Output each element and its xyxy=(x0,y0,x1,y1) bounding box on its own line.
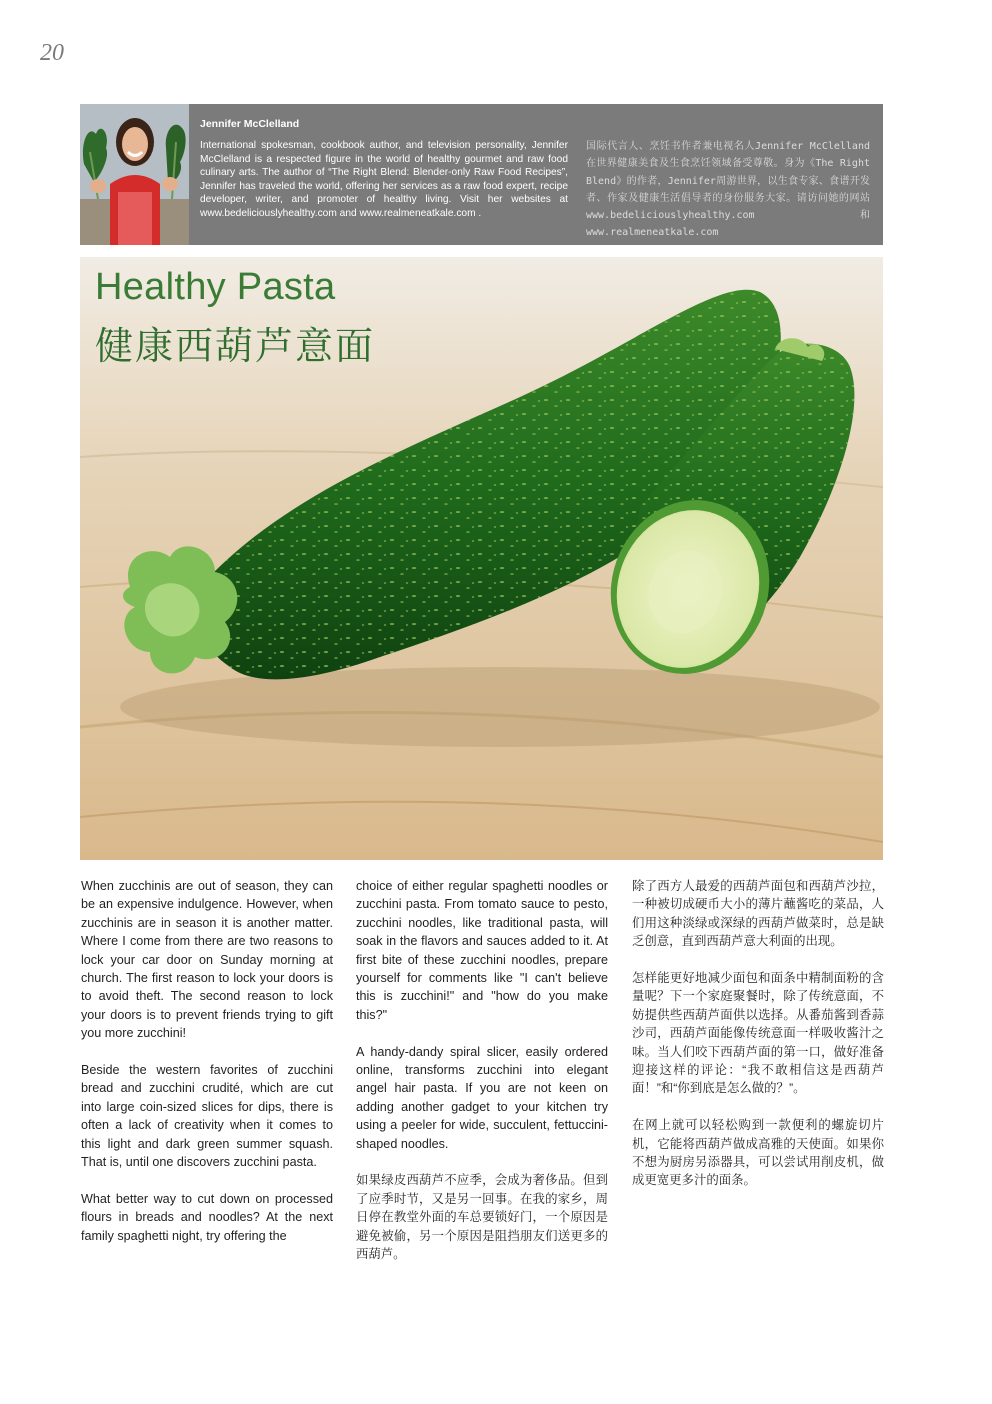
article-column-3 xyxy=(632,877,884,1208)
article-column-2 xyxy=(356,877,608,1282)
page-number: 20 xyxy=(40,40,64,66)
author-bio-english: International spokesman, cookbook author, and television personality, Jennifer McClelland is a respected figure in the world of healthy gourmet and raw food culinary arts. The author of “The Right Blend: Blender-only Raw Food Recipes”, Jennifer has traveled the world, offering her services as a raw food expert, recipe developer, writer, and promoter of healthy living. Visit her websites at www.bedeliciouslyhealthy.com and www.realmeneatkale.com . xyxy=(200,140,568,219)
paragraph-chinese: 除了西方人最爱的西葫芦面包和西葫芦沙拉，一种被切成硬币大小的薄片蘸酱吃的菜品，人们用这种淡绿或深绿的西葫芦做菜时，总是缺乏创意，直到西葫芦意大利面的出现。 xyxy=(632,879,884,949)
title-chinese: 健康西葫芦意面 xyxy=(95,326,376,368)
author-photo xyxy=(80,104,189,245)
author-name: Jennifer McClelland xyxy=(200,118,300,130)
paragraph-chinese: 怎样能更好地减少面包和面条中精制面粉的含量呢？下一个家庭聚餐时，除了传统意面，不妨提供些西葫芦面供以选择。从番茄酱到香蒜沙司，西葫芦面能像传统意面一样吸收酱汁之味。当人们咬下西葫芦面的第一口，做好准备迎接这样的评论：“我不敢相信这是西葫芦面！”和“你到底是怎么做的？”。 xyxy=(632,971,884,1096)
paragraph: Beside the western favorites of zucchini bread and zucchini crudité, which are cut into large coin-sized slices for dips, there is often a lack of creativity when it comes to this light and dark green summer squash. That is, until one discovers zucchini pasta. xyxy=(81,1063,333,1170)
paragraph-chinese: 如果绿皮西葫芦不应季，会成为奢侈品。但到了应季时节，又是另一回事。在我的家乡，周日停在教堂外面的车总要锁好门，一个原因是避免被偷，另一个原因是阻挡朋友们送更多的西葫芦。 xyxy=(356,1173,608,1262)
paragraph: A handy-dandy spiral slicer, easily ordered online, transforms zucchini into elegant angel hair pasta. If you are not keen on adding another gadget to your kitchen try using a peeler for wide, succulent, fettuccini-shaped noodles. xyxy=(356,1044,608,1151)
title-english: Healthy Pasta xyxy=(95,266,336,308)
author-bio-box xyxy=(80,104,883,245)
paragraph: choice of either regular spaghetti noodles or zucchini pasta. From tomato sauce to pesto, zucchini noodles, like traditional pasta, will soak in the flavors and sauces added to it. At first bite of these zucchini noodles, prepare yourself for comments like "I can't believe this is zucchini!" and "how do you make this?" xyxy=(356,879,608,1022)
paragraph-chinese: 在网上就可以轻松购到一款便利的螺旋切片机，它能将西葫芦做成高雅的天使面。如果你不想为厨房另添器具，可以尝试用削皮机，做成更宽更多汁的面条。 xyxy=(632,1118,884,1188)
paragraph: When zucchinis are out of season, they can be an expensive indulgence. However, when zucchinis are in season it is another matter. Where I come from there are two reasons to lock your car door on Sunday morning at church. The first reason to lock your doors is to avoid theft. The second reason to lock your doors is to prevent friends trying to gift you more zucchini! xyxy=(81,879,333,1041)
paragraph: What better way to cut down on processed flours in breads and noodles? At the next family spaghetti night, try offering the xyxy=(81,1191,333,1243)
author-bio-chinese: 国际代言人、烹饪书作者兼电视名人Jennifer McClelland在世界健康美食及生食烹饪领域备受尊敬。身为《The Right Blend》的作者，Jennifer周游世界，以生食专家、食谱开发者、作家及健康生活倡导者的身份服务大家。请访问她的网站www.bedeliciouslyhealthy.com和www.realmeneatkale.com xyxy=(586,141,870,239)
article-column-1 xyxy=(81,877,333,1263)
